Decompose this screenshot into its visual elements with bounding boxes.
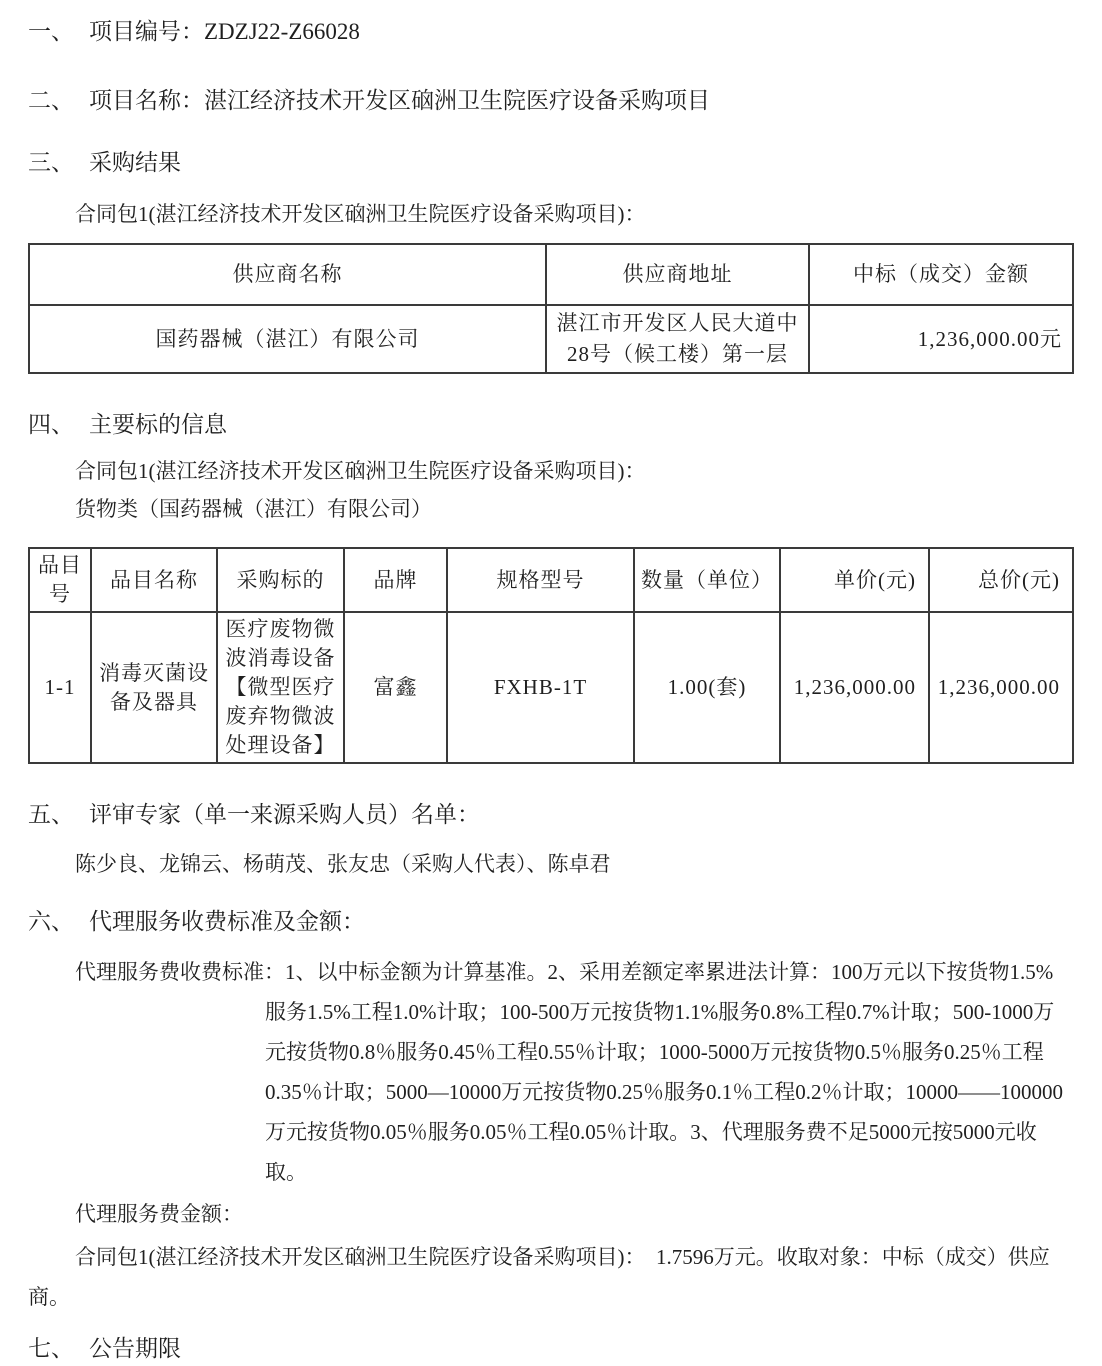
section-heading-procurement-result <box>28 147 1072 178</box>
cell-model: FXHB-1T <box>447 612 634 763</box>
cell-item-name: 消毒灭菌设备及器具 <box>91 612 217 763</box>
section-number: 四、 <box>28 412 74 437</box>
cell-item-no: 1-1 <box>29 612 91 763</box>
column-header-model: 规格型号 <box>447 548 634 612</box>
cell-supplier-name: 国药器械（湛江）有限公司 <box>29 305 546 373</box>
section-number: 三、 <box>28 150 74 175</box>
column-header-supplier-name: 供应商名称 <box>29 244 546 305</box>
column-header-total-price: 总价(元) <box>929 548 1073 612</box>
cell-unit-price: 1,236,000.00 <box>780 612 929 763</box>
agency-fee-amount-label: 代理服务费金额： <box>75 1202 243 1226</box>
agency-fee-standard-paragraph: 代理服务费收费标准：1、以中标金额为计算基准。2、采用差额定率累进法计算：100万元以下按货物1.5%服务1.5%工程1.0%计取；100-500万元按货物1.1%服务0.8%工程0.7%计取；500-1000万元按货物0.8％服务0.45％工程0.55％计取；1000-5000万元按货物0.5％服务0.25％工程0.35％计取；5000—10000万元按货物0.25％服务0.1％工程0.2％计取；10000——100000万元按货物0.05％服务0.05％工程0.05％计取。3、代理服务费不足5000元按5000元收取。 <box>75 960 1063 1184</box>
section-number: 一、 <box>28 19 74 44</box>
subject-contract-package-line: 合同包1(湛江经济技术开发区硇洲卫生院医疗设备采购项目)： <box>75 459 646 483</box>
cell-brand: 富鑫 <box>344 612 447 763</box>
result-contract-package-line: 合同包1(湛江经济技术开发区硇洲卫生院医疗设备采购项目)： <box>75 202 646 226</box>
column-header-supplier-address: 供应商地址 <box>546 244 809 305</box>
section-heading-agency-fee <box>28 906 1072 937</box>
cell-total-price: 1,236,000.00 <box>929 612 1073 763</box>
section-heading-project-name <box>28 85 1072 116</box>
section-number: 六、 <box>28 909 74 934</box>
cell-procurement-subject: 医疗废物微波消毒设备【微型医疗废弃物微波处理设备】 <box>217 612 344 763</box>
column-header-unit-price: 单价(元) <box>780 548 929 612</box>
section-title: 评审专家（单一来源采购人员）名单： <box>89 802 480 827</box>
section-title: 主要标的信息 <box>89 412 227 437</box>
section-heading-announcement-period <box>28 1333 1072 1364</box>
table-row <box>29 305 1073 373</box>
section-title: 项目名称：湛江经济技术开发区硇洲卫生院医疗设备采购项目 <box>89 88 710 113</box>
subject-category-line: 货物类（国药器械（湛江）有限公司） <box>75 497 432 521</box>
cell-supplier-address: 湛江市开发区人民大道中28号（候工楼）第一层 <box>546 305 809 373</box>
section-heading-review-experts <box>28 799 1072 830</box>
cell-quantity: 1.00(套) <box>634 612 780 763</box>
subject-detail-table <box>28 547 1074 764</box>
column-header-procurement-subject: 采购标的 <box>217 548 344 612</box>
column-header-brand: 品牌 <box>344 548 447 612</box>
expert-names-line: 陈少良、龙锦云、杨萌茂、张友忠（采购人代表）、陈卓君 <box>75 852 611 876</box>
section-title: 项目编号：ZDZJ22-Z66028 <box>89 19 360 44</box>
table-row <box>29 612 1073 763</box>
section-title: 代理服务收费标准及金额： <box>89 909 365 934</box>
section-title: 公告期限 <box>89 1336 181 1361</box>
section-number: 二、 <box>28 88 74 113</box>
supplier-result-table <box>28 243 1074 374</box>
column-header-award-amount: 中标（成交）金额 <box>809 244 1073 305</box>
section-heading-subject-info <box>28 409 1072 440</box>
cell-award-amount: 1,236,000.00元 <box>809 305 1073 373</box>
column-header-item-name: 品目名称 <box>91 548 217 612</box>
column-header-item-no: 品目号 <box>29 548 91 612</box>
column-header-quantity: 数量（单位） <box>634 548 780 612</box>
section-number: 五、 <box>28 802 74 827</box>
section-title: 采购结果 <box>89 150 181 175</box>
agency-fee-amount-line: 合同包1(湛江经济技术开发区硇洲卫生院医疗设备采购项目)： 1.7596万元。收取对象：中标（成交）供应商。 <box>28 1245 1050 1309</box>
section-number: 七、 <box>28 1336 74 1361</box>
section-heading-project-number <box>28 16 1072 47</box>
table-header-row <box>29 548 1073 612</box>
table-header-row <box>29 244 1073 305</box>
